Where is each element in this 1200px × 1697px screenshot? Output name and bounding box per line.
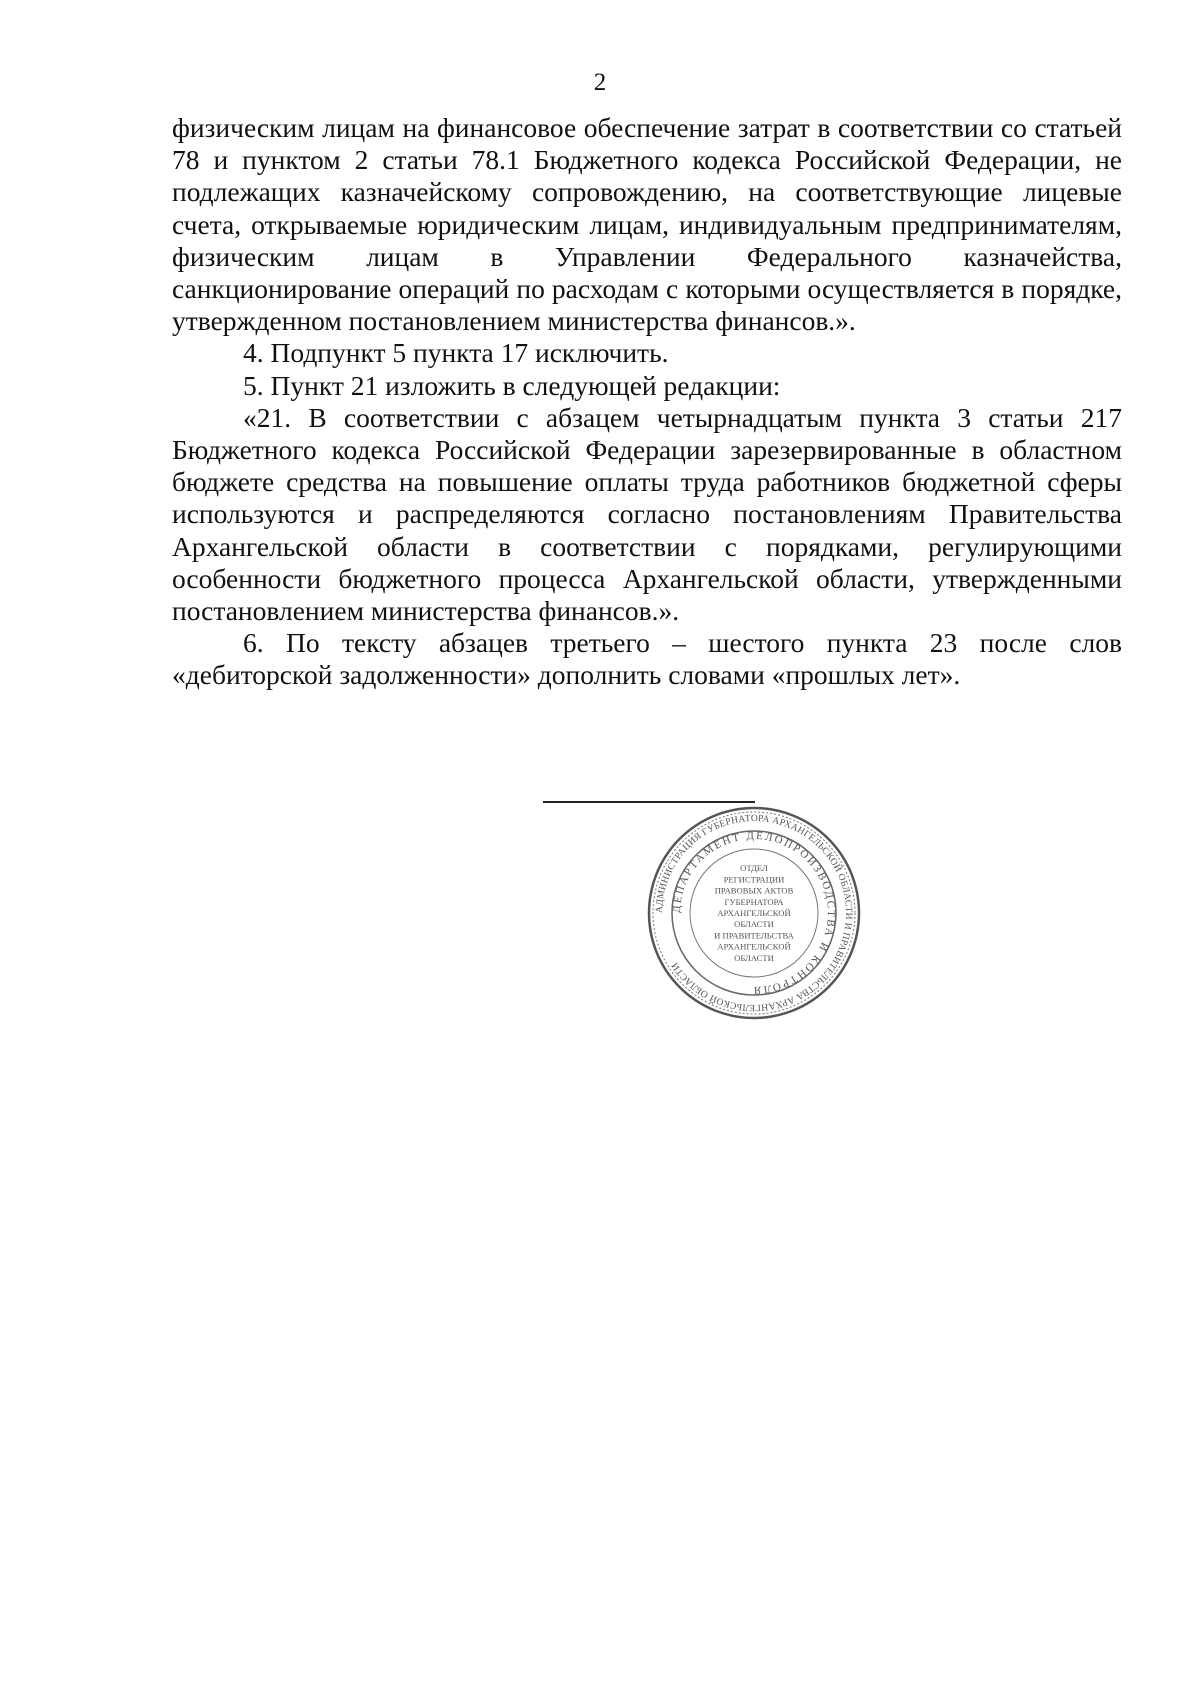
seal-center-line: И ПРАВИТЕЛЬСТВА	[714, 930, 794, 941]
signature-separator-line	[543, 801, 755, 803]
seal-center-line: РЕГИСТРАЦИИ	[723, 874, 785, 885]
official-seal	[646, 805, 862, 1021]
seal-center-line: ОБЛАСТИ	[734, 952, 774, 963]
paragraph-item-6: 6. По тексту абзацев третьего – шестого пункта 23 после слов «дебиторской задолженности» дополнить словами «прошлых лет».	[172, 627, 1122, 691]
seal-center-line: ОБЛАСТИ	[734, 919, 774, 930]
seal-center-text	[714, 863, 794, 963]
seal-center-line: ПРАВОВЫХ АКТОВ	[714, 885, 794, 896]
seal-center-line: АРХАНГЕЛЬСКОЙ	[717, 908, 791, 918]
seal-center-line: ГУБЕРНАТОРА	[724, 896, 784, 907]
paragraph-item-4: 4. Подпункт 5 пункта 17 исключить.	[243, 337, 669, 369]
document-body	[172, 112, 1122, 692]
paragraph-quoted-item-21: «21. В соответствии с абзацем четырнадцатым пункта 3 статьи 217 Бюджетного кодекса Российской Федерации зарезервированные в областном бюджете средства на повышение оплаты труда работников бюджетной сферы используются и распределяются согласно постановлениям Правительства Архангельской области в соответствии с порядками, регулирующими особенности бюджетного процесса Архангельской области, утвержденными постановлением министерства финансов.».	[172, 401, 1122, 627]
seal-center-line: АРХАНГЕЛЬСКОЙ	[717, 941, 791, 952]
seal-outer-ring-text: АДМИНИСТРАЦИЯ ГУБЕРНАТОРА АРХАНГЕЛЬСКОЙ ОБЛАСТИ И ПРАВИТЕЛЬСТВА АРХАНГЕЛЬСКОЙ ОБЛАСТИ	[653, 812, 855, 1014]
paragraph-continuation: физическим лицам на финансовое обеспечение затрат в соответствии со статьей 78 и пунктом 2 статьи 78.1 Бюджетного кодекса Российской Федерации, не подлежащих казначейскому сопровождению, на соответствующие лицевые счета, открываемые юридическим лицам, индивидуальным предпринимателям, физическим лицам в Управлении Федерального казначейства, санкционирование операций по расходам с которыми осуществляется в порядке, утвержденном постановлением министерства финансов.».	[172, 112, 1122, 337]
seal-inner-ring-text: ДЕПАРТАМЕНТ ДЕЛОПРОИЗВОДСТВА И КОНТРОЛЯ	[670, 829, 838, 997]
seal-graphic	[646, 805, 862, 1021]
seal-center-line: ОТДЕЛ	[740, 863, 768, 874]
paragraph-item-5: 5. Пункт 21 изложить в следующей редакции:	[243, 369, 781, 401]
page-number: 2	[593, 69, 607, 96]
